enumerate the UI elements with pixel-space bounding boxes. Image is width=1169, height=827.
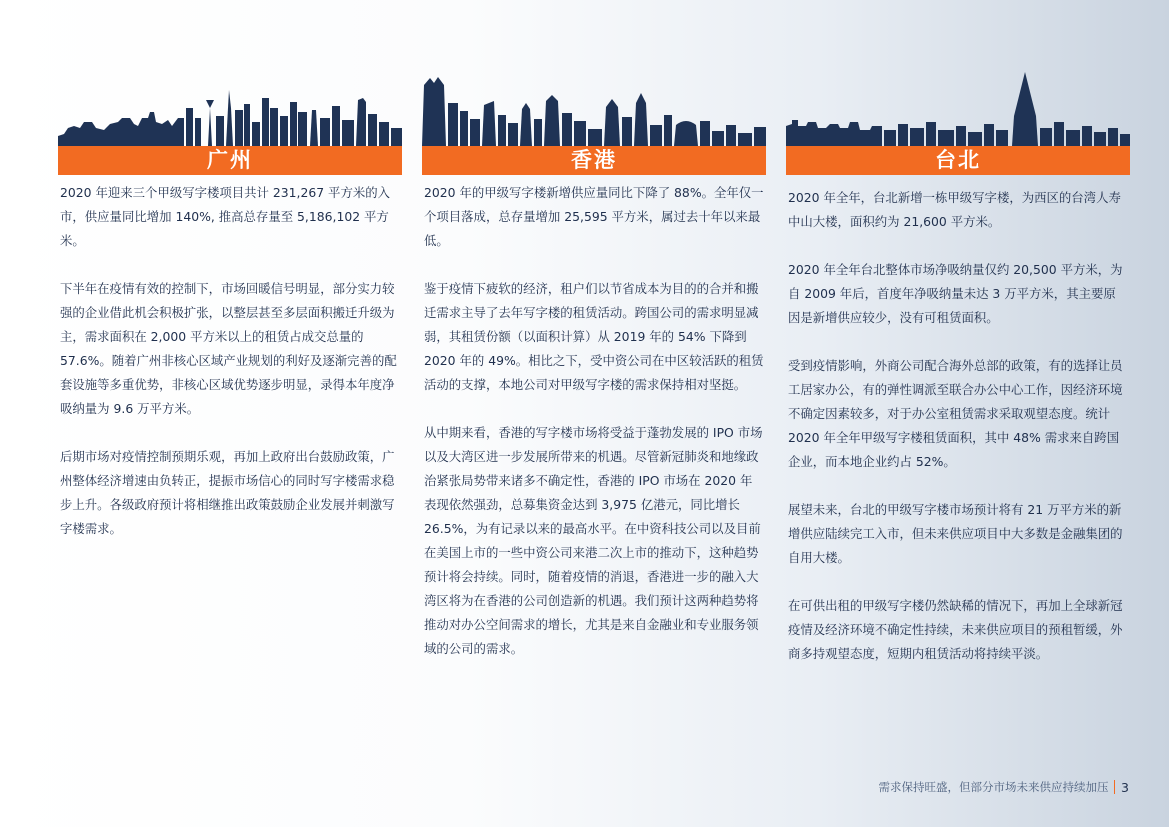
paragraph: 后期市场对疫情控制预期乐观，再加上政府出台鼓励政策，广州整体经济增速由负转正，提振市场信心的同时写字楼需求稳步上升。各级政府预计将相继推出政策鼓励企业发展并刺激写字楼需求。: [60, 449, 395, 536]
page-number: 3: [1121, 779, 1129, 795]
paragraph: 下半年在疫情有效的控制下，市场回暖信号明显，部分实力较强的企业借此机会积极扩张，以整层甚至多层面积搬迁升级为主，需求面积在 2,000 平方米以上的租赁占成交总量的 57.6%。随着广州非核心区域产业规划的利好及逐渐完善的配套设施等多重优势，非核心区域优势逐步明显，录得本年度净吸纳量为 9.6 万平方米。: [60, 281, 397, 416]
paragraph: 2020 年全年台北整体市场净吸纳量仅约 20,500 平方米，为自 2009 年后，首度年净吸纳量未达 3 万平方米，其主要原因是新增供应较少，没有可租赁面积。: [788, 262, 1123, 325]
city-banner-guangzhou: 广州: [58, 146, 402, 175]
footer-divider: [1114, 780, 1116, 794]
paragraph: 2020 年迎来三个甲级写字楼项目共计 231,267 平方米的入市，供应量同比增加 140%, 推高总存量至 5,186,102 平方米。: [60, 185, 391, 248]
city-banner-hongkong: 香港: [422, 146, 766, 175]
hongkong-skyline-illustration: [422, 75, 766, 146]
paragraph: 展望未来，台北的甲级写字楼市场预计将有 21 万平方米的新增供应陆续完工入市，但未来供应项目中大多数是金融集团的自用大楼。: [788, 502, 1123, 565]
paragraph: 受到疫情影响，外商公司配合海外总部的政策，有的选择让员工居家办公，有的弹性调派至联合办公中心工作，因经济环境不确定因素较多，对于办公室租赁需求采取观望态度。统计 2020 年全年甲级写字楼租赁面积，其中 48% 需求来自跨国企业，而本地企业约占 52%。: [788, 358, 1123, 469]
footer-caption: 需求保持旺盛，但部分市场未来供应持续加压: [878, 780, 1109, 794]
paragraph: 鉴于疫情下疲软的经济，租户们以节省成本为目的的合并和搬迁需求主导了去年写字楼的租赁活动。跨国公司的需求明显减弱，其租赁份额（以面积计算）从 2019 年的 54% 下降到 2020 年的 49%。相比之下，受中资公司在中区较活跃的租赁活动的支撑，本地公司对甲级写字楼的需求保持相对坚挺。: [424, 281, 764, 392]
guangzhou-skyline-illustration: [58, 78, 402, 146]
taipei-skyline-illustration: [786, 72, 1130, 146]
paragraph: 2020 年的甲级写字楼新增供应量同比下降了 88%。全年仅一个项目落成，总存量增加 25,595 平方米，属过去十年以来最低。: [424, 185, 764, 248]
column-body-taipei: [788, 186, 1128, 690]
page-footer: [879, 779, 1129, 795]
paragraph: 从中期来看，香港的写字楼市场将受益于蓬勃发展的 IPO 市场以及大湾区进一步发展所带来的机遇。尽管新冠肺炎和地缘政治紧张局势带来诸多不确定性，香港的 IPO 市场在 2020 年表现依然强劲，总募集资金达到 3,975 亿港元，同比增长 26.5%，为有记录以来的最高水平。在中资科技公司以及目前在美国上市的一些中资公司来港二次上市的推动下，这种趋势预计将会持续。同时，随着疫情的消退，香港进一步的融入大湾区将为在香港的公司创造新的机遇。我们预计这两种趋势将推动对办公空间需求的增长，尤其是来自金融业和专业服务领域的公司的需求。: [424, 425, 763, 656]
paragraph: 在可供出租的甲级写字楼仍然缺稀的情况下，再加上全球新冠疫情及经济环境不确定性持续，未来供应项目的预租暂缓，外商多持观望态度，短期内租赁活动将持续平淡。: [788, 598, 1123, 661]
column-body-hongkong: [424, 181, 764, 685]
column-body-guangzhou: [60, 181, 400, 565]
paragraph: 2020 年全年，台北新增一栋甲级写字楼，为西区的台湾人寿中山大楼，面积约为 21,600 平方米。: [788, 190, 1121, 229]
city-banner-taipei: 台北: [786, 146, 1130, 175]
